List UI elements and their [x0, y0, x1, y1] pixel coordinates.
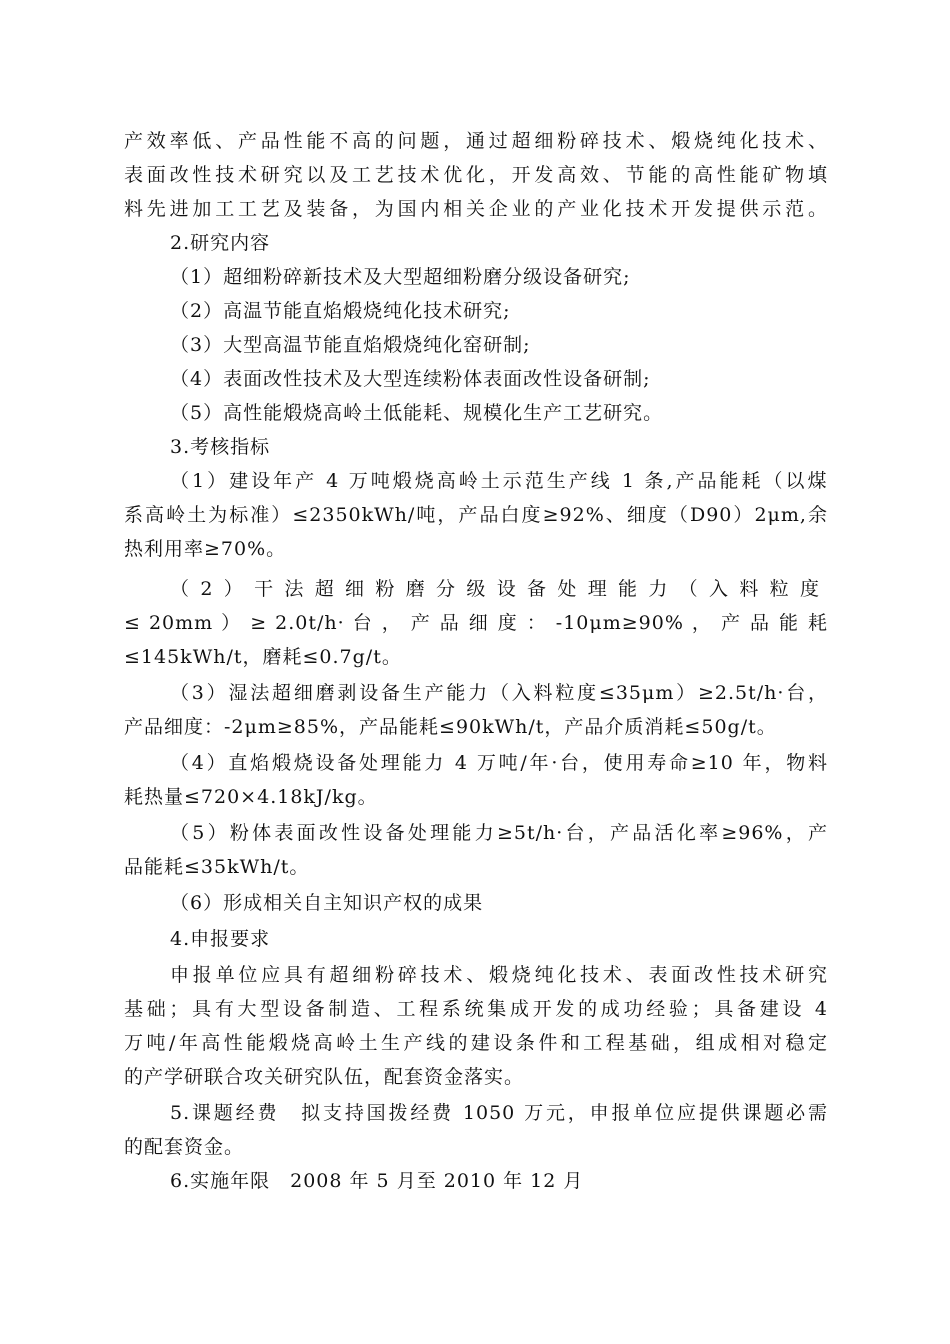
paragraph-line: （5）粉体表面改性设备处理能力≥5t/h·台，产品活化率≥96%，产: [170, 822, 828, 844]
paragraph-line: （2）干法超细粉磨分级设备处理能力（入料粒度: [170, 578, 828, 600]
list-item: （3）大型高温节能直焰煅烧纯化窑研制;: [170, 334, 531, 356]
paragraph-line: 料先进加工工艺及装备，为国内相关企业的产业化技术开发提供示范。: [124, 198, 828, 220]
paragraph-line: 基础；具有大型设备制造、工程系统集成开发的成功经验；具备建设 4: [124, 998, 828, 1020]
paragraph-line: （4）直焰煅烧设备处理能力 4 万吨/年·台，使用寿命≥10 年，物料: [170, 752, 828, 774]
paragraph-line: ≤145kWh/t，磨耗≤0.7g/t。: [124, 646, 402, 668]
paragraph-line: 6.实施年限 2008 年 5 月至 2010 年 12 月: [170, 1170, 584, 1192]
list-item: （1）超细粉碎新技术及大型超细粉磨分级设备研究;: [170, 266, 631, 288]
paragraph-line: （3）湿法超细磨剥设备生产能力（入料粒度≤35μm）≥2.5t/h·台，: [170, 682, 828, 704]
section-heading: 2.研究内容: [170, 232, 271, 254]
paragraph-line: ≤ 20mm ） ≥ 2.0t/h· 台 ， 产 品 细 度 ： -10μm≥90% ， 产 品 能 耗: [124, 612, 828, 634]
paragraph-line: 产效率低、产品性能不高的问题，通过超细粉碎技术、煅烧纯化技术、: [124, 130, 828, 152]
list-item: （4）表面改性技术及大型连续粉体表面改性设备研制;: [170, 368, 651, 390]
paragraph-line: 的产学研联合攻关研究队伍，配套资金落实。: [124, 1066, 525, 1088]
section-heading: 4.申报要求: [170, 928, 271, 950]
paragraph-line: 热利用率≥70%。: [124, 538, 287, 560]
paragraph-line: 申报单位应具有超细粉碎技术、煅烧纯化技术、表面改性技术研究: [170, 964, 828, 986]
paragraph-line: （1）建设年产 4 万吨煅烧高岭土示范生产线 1 条,产品能耗（以煤: [170, 470, 828, 492]
paragraph-line: 万吨/年高性能煅烧高岭土生产线的建设条件和工程基础，组成相对稳定: [124, 1032, 828, 1054]
paragraph-line: 的配套资金。: [124, 1136, 245, 1158]
list-item: （2）高温节能直焰煅烧纯化技术研究;: [170, 300, 511, 322]
paragraph-line: 表面改性技术研究以及工艺技术优化，开发高效、节能的高性能矿物填: [124, 164, 828, 186]
paragraph-line: 品能耗≤35kWh/t。: [124, 856, 310, 878]
list-item: （5）高性能煅烧高岭土低能耗、规模化生产工艺研究。: [170, 402, 664, 424]
paragraph-line: 5.课题经费 拟支持国拨经费 1050 万元，申报单位应提供课题必需: [170, 1102, 828, 1124]
paragraph-line: 产品细度：-2μm≥85%，产品能耗≤90kWh/t，产品介质消耗≤50g/t。: [124, 716, 777, 738]
section-heading: 3.考核指标: [170, 436, 271, 458]
paragraph-line: 耗热量≤720×4.18kJ/kg。: [124, 786, 378, 808]
paragraph-line: 系高岭土为标准）≤2350kWh/吨，产品白度≥92%、细度（D90）2μm,余: [124, 504, 828, 526]
paragraph-line: （6）形成相关自主知识产权的成果: [170, 892, 484, 914]
